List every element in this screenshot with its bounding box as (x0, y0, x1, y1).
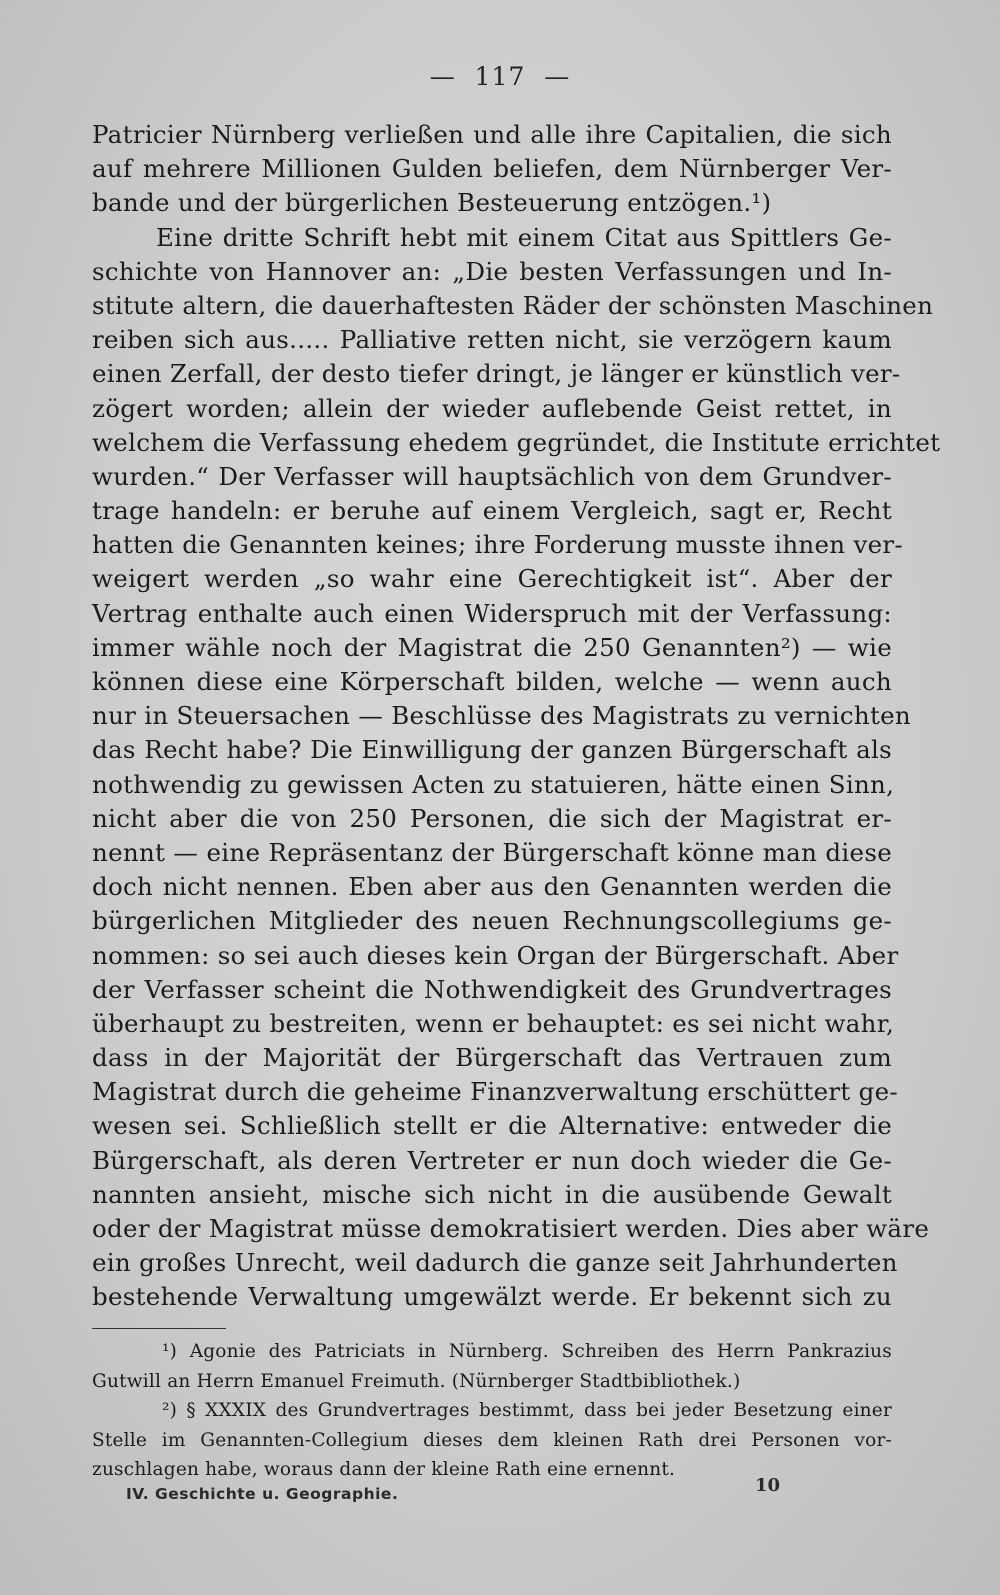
text-line: wesen sei. Schließlich stellt er die Alternative: entweder die (92, 1111, 892, 1141)
text-line: trage handeln: er beruhe auf einem Vergleich, sagt er, Recht (92, 496, 892, 526)
text-line: schichte von Hannover an: „Die besten Verfassungen und In- (92, 256, 892, 286)
text-line: überhaupt zu bestreiten, wenn er behauptet: es sei nicht wahr, (92, 1008, 895, 1038)
text-line: ein großes Unrecht, weil dadurch die ganze seit Jahrhunderten (92, 1248, 898, 1278)
text-line: Patricier Nürnberg verließen und alle ihre Capitalien, die sich (92, 120, 892, 149)
text-line: zögert worden; allein der wieder auflebende Geist rettet, in (92, 393, 892, 423)
text-line: doch nicht nennen. Eben aber aus den Genannten werden die (92, 872, 892, 902)
footnote-line: Stelle im Genannten-Collegium dieses dem kleinen Rath drei Personen vor- (92, 1429, 892, 1451)
text-line: nannten ansieht, mische sich nicht in die ausübende Gewalt (92, 1179, 892, 1209)
text-line: Bürgerschaft, als deren Vertreter er nun doch wieder die Ge- (92, 1145, 892, 1175)
text-line: bande und der bürgerlichen Besteuerung entzögen.¹) (92, 188, 772, 218)
text-line: bürgerlichen Mitglieder des neuen Rechnungscollegiums ge- (92, 906, 892, 936)
text-line: der Verfasser scheint die Nothwendigkeit des Grundvertrages (92, 974, 892, 1004)
text-line: Vertrag enthalte auch einen Widerspruch mit der Verfassung: (92, 598, 892, 628)
text-line: das Recht habe? Die Einwilligung der ganzen Bürgerschaft als (92, 735, 892, 765)
footnote-line: ²) § XXXIX des Grundvertrages bestimmt, dass bei jeder Besetzung einer (162, 1400, 892, 1421)
footnote-divider (92, 1328, 226, 1329)
text-line: nennt — eine Repräsentanz der Bürgerschaft könne man diese (92, 837, 892, 867)
text-line: nicht aber die von 250 Personen, die sich der Magistrat er- (92, 803, 892, 833)
text-line: hatten die Genannten keines; ihre Forderung musste ihnen ver- (92, 530, 903, 560)
text-line: welchem die Verfassung ehedem gegründet, die Institute errichtet (92, 427, 941, 457)
text-line: nur in Steuersachen — Beschlüsse des Magistrats zu vernichten (92, 701, 911, 731)
page-number: — 117 — (429, 62, 571, 91)
footnote-line: ¹) Agonie des Patriciats in Nürnberg. Schreiben des Herrn Pankrazius (162, 1341, 892, 1362)
body-text (92, 118, 941, 1315)
printer-signature: IV. Geschichte u. Geographie. (126, 1485, 399, 1503)
text-line: immer wähle noch der Magistrat die 250 Genannten²) — wie (92, 632, 892, 662)
sheet-number: 10 (755, 1475, 781, 1496)
footnotes (92, 1337, 892, 1485)
text-line: nothwendig zu gewissen Acten zu statuieren, hätte einen Sinn, (92, 769, 895, 799)
text-line: Eine dritte Schrift hebt mit einem Citat aus Spittlers Ge- (156, 222, 892, 252)
text-line: oder der Magistrat müsse demokratisiert werden. Dies aber wäre (92, 1214, 930, 1243)
text-line: stitute altern, die dauerhaftesten Räder der schönsten Maschinen (92, 290, 934, 320)
footnote-line: zuschlagen habe, woraus dann der kleine Rath eine ernennt. (92, 1459, 676, 1480)
text-line: weigert werden „so wahr eine Gerechtigkeit ist“. Aber der (92, 564, 892, 594)
text-line: auf mehrere Millionen Gulden beliefen, dem Nürnberger Ver- (92, 154, 892, 184)
footnote-line: Gutwill an Herrn Emanuel Freimuth. (Nürnberger Stadtbibliothek.) (92, 1370, 741, 1392)
text-line: bestehende Verwaltung umgewälzt werde. Er bekennt sich zu (92, 1282, 892, 1312)
text-line: Magistrat durch die geheime Finanzverwaltung erschüttert ge- (92, 1077, 898, 1107)
text-line: einen Zerfall, der desto tiefer dringt, je länger er künstlich ver- (92, 359, 901, 389)
text-line: wurden.“ Der Verfasser will hauptsächlich von dem Grundver- (92, 461, 892, 491)
text-line: nommen: so sei auch dieses kein Organ der Bürgerschaft. Aber (92, 940, 899, 970)
text-line: können diese eine Körperschaft bilden, welche — wenn auch (92, 667, 892, 696)
text-line: reiben sich aus..... Palliative retten nicht, sie verzögern kaum (92, 325, 892, 355)
text-line: dass in der Majorität der Bürgerschaft das Vertrauen zum (92, 1043, 892, 1073)
